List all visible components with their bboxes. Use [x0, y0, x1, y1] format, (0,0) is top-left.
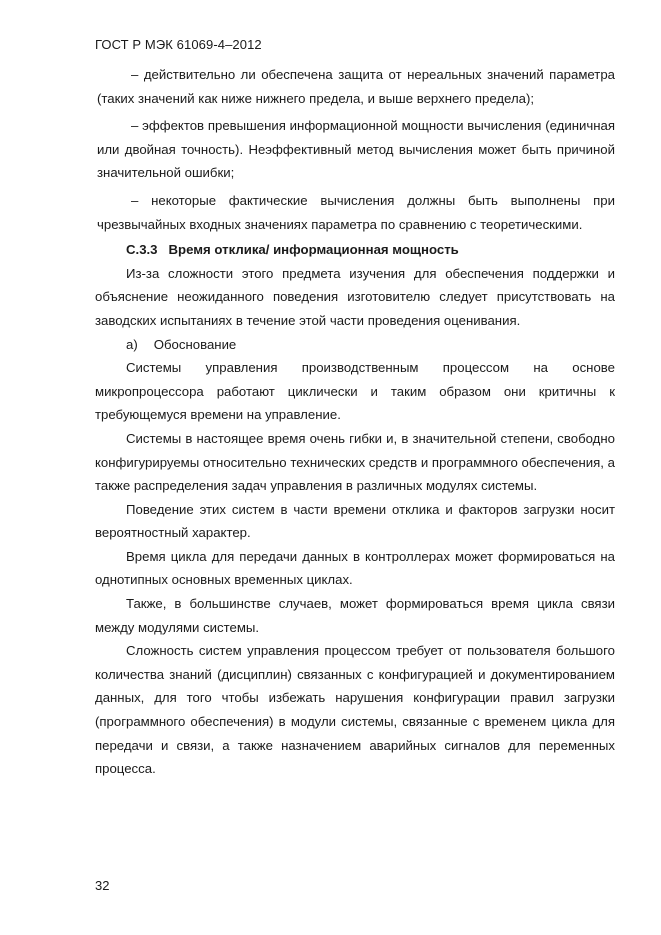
bullet-item: – эффектов превышения информационной мощности вычисления (единичная или двойная точность). Неэффективный метод вычисления может быть причиной значительной ошибки; — [97, 118, 615, 181]
paragraph: Системы управления производственным процессом на основе микропроцессора работают циклически и таким образом они критичны к требующемуся времени на управление. — [95, 360, 615, 423]
paragraph: Время цикла для передачи данных в контроллерах может формироваться на однотипных основных временных циклах. — [95, 548, 615, 588]
paragraph: Системы в настоящее время очень гибки и, в значительной степени, свободно конфигурируемы относительно технических средств и программного обеспечения, а также распределения задач управления в различных модулях системы. — [95, 430, 615, 494]
section-number: C.3.3 — [126, 242, 158, 258]
bullet-item: – действительно ли обеспечена защита от нереальных значений параметра (таких значений как ниже нижнего предела, и выше верхнего предела); — [97, 67, 615, 106]
paragraph: Также, в большинстве случаев, может формироваться время цикла связи между модулями системы. — [95, 596, 615, 635]
paragraph: Поведение этих систем в части времени отклика и факторов загрузки носит вероятностный характер. — [95, 501, 615, 541]
paragraph: Сложность систем управления процессом требует от пользователя большого количества знаний (дисциплин) связанных с конфигурацией и документированием данных, для того чтобы избежать нарушения конфигурации правил загрузки (программного обеспечения) в модули системы, связанные с временем цикла для передачи и связи, а также назначением аварийных сигналов для переменных процесса. — [95, 643, 615, 777]
subsection-mark: а) — [126, 336, 138, 352]
subsection-heading — [95, 333, 615, 357]
paragraph: Из-за сложности этого предмета изучения для обеспечения поддержки и объяснение неожиданного поведения изготовителю следует присутствовать на заводских испытаниях в течение этой части проведения оценивания. — [95, 265, 615, 328]
section-heading — [95, 238, 615, 262]
page-number: 32 — [95, 878, 110, 893]
subsection-title: Обоснование — [153, 336, 237, 352]
document-header: ГОСТ Р МЭК 61069-4–2012 — [95, 37, 262, 52]
section-title: Время отклика/ информационная мощность — [168, 242, 459, 258]
document-body — [95, 63, 615, 781]
bullet-item: – некоторые фактические вычисления должны быть выполнены при чрезвычайных входных значениях параметра по сравнению с теоретическими. — [97, 192, 615, 232]
